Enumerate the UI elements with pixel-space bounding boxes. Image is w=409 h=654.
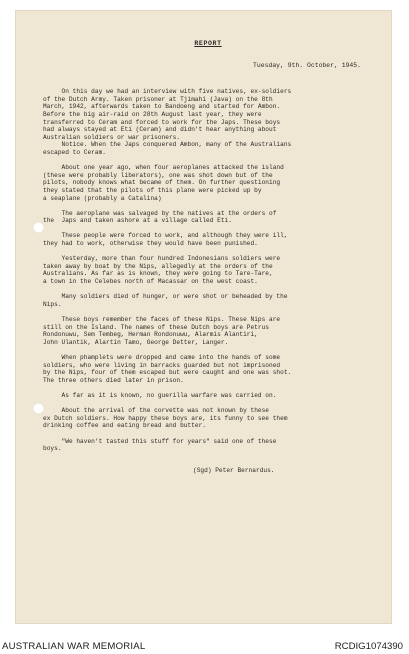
signature-line: (Sgd) Peter Bernardus.	[193, 466, 275, 474]
report-date: Tuesday, 9th. October, 1945.	[253, 61, 361, 69]
paragraph-hunger: Many soldiers died of hunger, or were shot or beheaded by the Nips.	[43, 293, 288, 308]
archive-footer	[0, 636, 409, 654]
institution-label: AUSTRALIAN WAR MEMORIAL	[2, 641, 146, 652]
paragraph-quote: "We haven't tasted this stuff for years" said one of these boys.	[43, 437, 277, 453]
report-title: REPORT	[194, 40, 222, 47]
paragraph-forced-work: These people were forced to work, and although they were ill, they had to work, otherwise they would have been punished.	[43, 232, 288, 248]
paragraph-aeroplanes: About one year ago, when four aeroplanes attacked the island (these were probably liberators), one was shot down but of the pilots, nobody knows what became of them. On further questioning they stated that the pilots of this plane were picked up by a seaplane (probably a Catalina)	[43, 164, 284, 202]
paragraph-guerilla: As far as it is known, no guerilla warfare was carried on.	[43, 391, 277, 399]
paragraph-salvage: The aeroplane was salvaged by the natives at the orders of the Japs and taken ashore at a village called Eti.	[43, 209, 277, 225]
paragraph-yesterday: Yesterday, more than four hundred Indonesians soldiers were taken away by boat by the Nips, allegedly at the orders of the Australians. As far as is known, they were going to Tare-Tare, a town in the Celebes north of Macassar on the west coast.	[43, 255, 281, 286]
paragraph-names: These boys remember the faces of these Nips. These Nips are still on the Island. The names of these Dutch boys are Petrus Rondonuwu, Sem Tembeg, Herman Rondonuwu, Alarmis Alantiri, John Ulantik, Alartin Tamo, George Detter, Langer.	[43, 316, 281, 346]
catalogue-id: RCDIG1074390	[334, 641, 403, 652]
paragraph-interview: On this day we had an interview with five natives, ex-soldiers of the Dutch Army. Taken prisoner at Tjimahi (Java) on the 8th March, 1942, afterwards taken to Bandoeng and started for Ambon. Before the big air-raid on 28th August last year, they were transferred to Ceram and forced to work for the Japs. These boys had always stayed at Eti (Ceram) and didn't hear anything about Australian soldiers or war prisoners.	[43, 88, 292, 141]
paragraph-corvette: About the arrival of the corvette was not known by these ex Dutch soldiers. How happy these boys are, its funny to see them drinking coffee and eating bread and butter.	[43, 407, 288, 430]
report-body	[43, 40, 373, 474]
paragraph-pamphlets: When phamplets were dropped and came into the hands of some soldiers, who were living in barracks guarded but not imprisoned by the Nips, four of them escaped but were caught and one was shot. The three others died later in prison.	[43, 353, 292, 384]
document-page	[15, 10, 392, 624]
paragraph-notice: Notice. When the Japs conquered Ambon, many of the Australians escaped to Ceram.	[43, 141, 292, 156]
